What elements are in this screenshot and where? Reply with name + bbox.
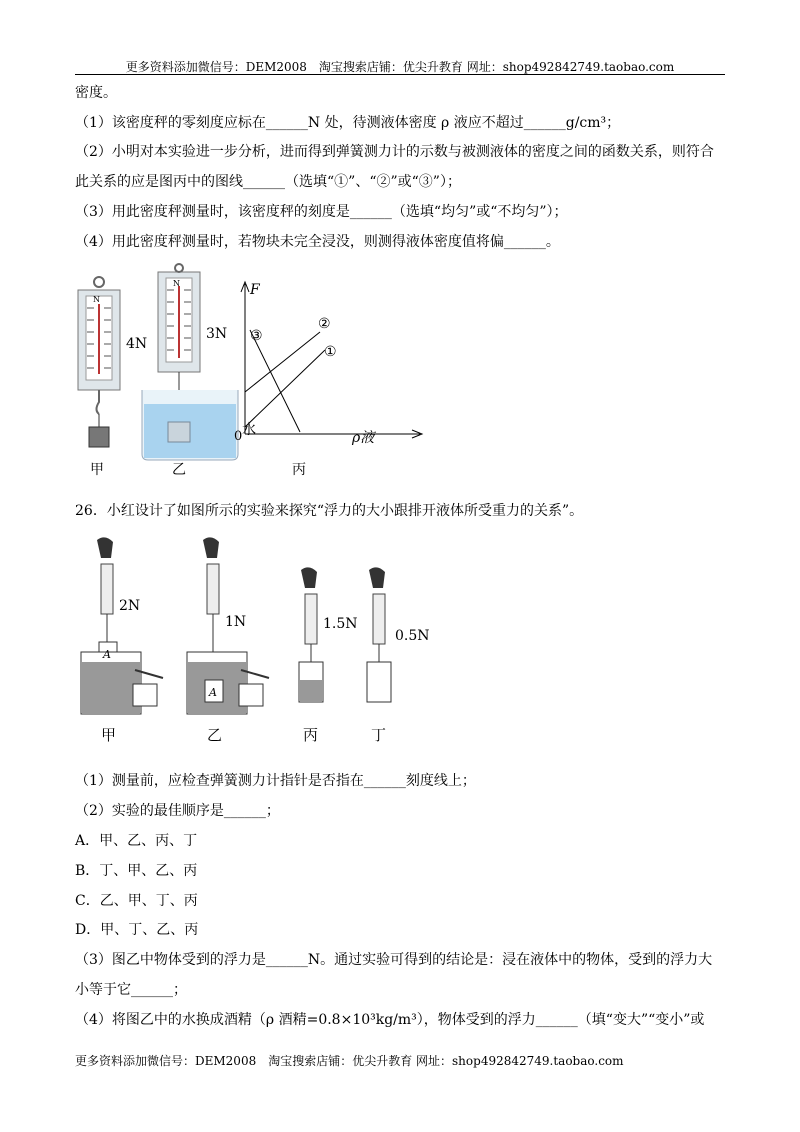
unit-label: N — [93, 295, 100, 304]
setup-jia — [81, 537, 163, 714]
caption-jia: 甲 — [90, 462, 104, 478]
water-label: 水 — [242, 422, 256, 438]
graph-bing — [241, 282, 422, 438]
text-line: （3）用此密度秤测量时，该密度秤的刻度是______（选填“均匀”或“不均匀”）； — [75, 204, 568, 220]
text-line: 小等于它______； — [75, 982, 187, 998]
text-line: （3）图乙中物体受到的浮力是______N。通过实验可得到的结论是：浸在液体中的物体，受到的浮力大 — [75, 952, 713, 968]
option-A: A．甲、乙、丙、丁 — [75, 833, 198, 849]
graph-origin: 0 — [234, 429, 243, 444]
caption-2: 乙 — [207, 726, 223, 744]
setup-ding — [367, 567, 391, 702]
option-C: C．乙、甲、丁、丙 — [75, 893, 198, 909]
spring-scale-yi — [142, 264, 238, 460]
text-line: （4）用此密度秤测量时，若物块未完全浸没，则测得液体密度值将偏______。 — [75, 234, 560, 250]
caption-1: 甲 — [101, 726, 117, 744]
header-divider — [75, 74, 725, 75]
object-A-label: A — [103, 648, 111, 661]
option-D: D．甲、丁、乙、丙 — [75, 922, 199, 938]
text-line: （1）该密度秤的零刻度应标在______N 处，待测液体密度 ρ 液应不超过______g/cm³； — [75, 115, 621, 131]
caption-yi: 乙 — [172, 462, 186, 478]
caption-4: 丁 — [371, 726, 387, 744]
text-line: 密度。 — [75, 85, 117, 101]
text-line: （2）小明对本实验进一步分析，进而得到弹簧测力计的示数与被测液体的密度之间的函数关系，则符合 — [75, 144, 714, 160]
figure-buoyancy — [75, 530, 475, 745]
reading-yi: 3N — [206, 326, 228, 342]
setup-bing — [299, 567, 323, 702]
figure-density-scale — [70, 262, 470, 492]
graph-line-1: ① — [324, 344, 337, 360]
text-line: （2）实验的最佳顺序是______； — [75, 803, 280, 819]
option-B: B．丁、甲、乙、丙 — [75, 863, 198, 879]
reading-4: 0.5N — [395, 628, 430, 644]
graph-y-label: F — [250, 282, 260, 298]
graph-line-2: ② — [318, 316, 331, 332]
object-A-label: A — [209, 686, 217, 699]
reading-1: 2N — [119, 598, 141, 614]
reading-2: 1N — [225, 614, 247, 630]
graph-line-3: ③ — [250, 328, 263, 344]
text-line: 此关系的应是图丙中的图线______（选填“①”、“②”或“③”）； — [75, 174, 461, 190]
caption-3: 丙 — [303, 726, 319, 744]
page-header: 更多资料添加微信号：DEM2008 淘宝搜索店铺：优尖升教育 网址：shop492842749.taobao.com — [125, 60, 675, 74]
text-line: （1）测量前，应检查弹簧测力计指针是否指在______刻度线上； — [75, 773, 476, 789]
question-26: 26．小红设计了如图所示的实验来探究“浮力的大小跟排开液体所受重力的关系”。 — [75, 503, 584, 519]
caption-bing: 丙 — [292, 462, 306, 478]
text-line: （4）将图乙中的水换成酒精（ρ 酒精=0.8×10³kg/m³），物体受到的浮力______（填“变大”“变小”或 — [75, 1012, 705, 1028]
unit-label: N — [173, 279, 180, 288]
reading-jia: 4N — [126, 336, 148, 352]
reading-3: 1.5N — [323, 616, 358, 632]
page-footer: 更多资料添加微信号：DEM2008 淘宝搜索店铺：优尖升教育 网址：shop492842749.taobao.com — [75, 1054, 624, 1068]
graph-x-label: ρ液 — [352, 430, 375, 446]
